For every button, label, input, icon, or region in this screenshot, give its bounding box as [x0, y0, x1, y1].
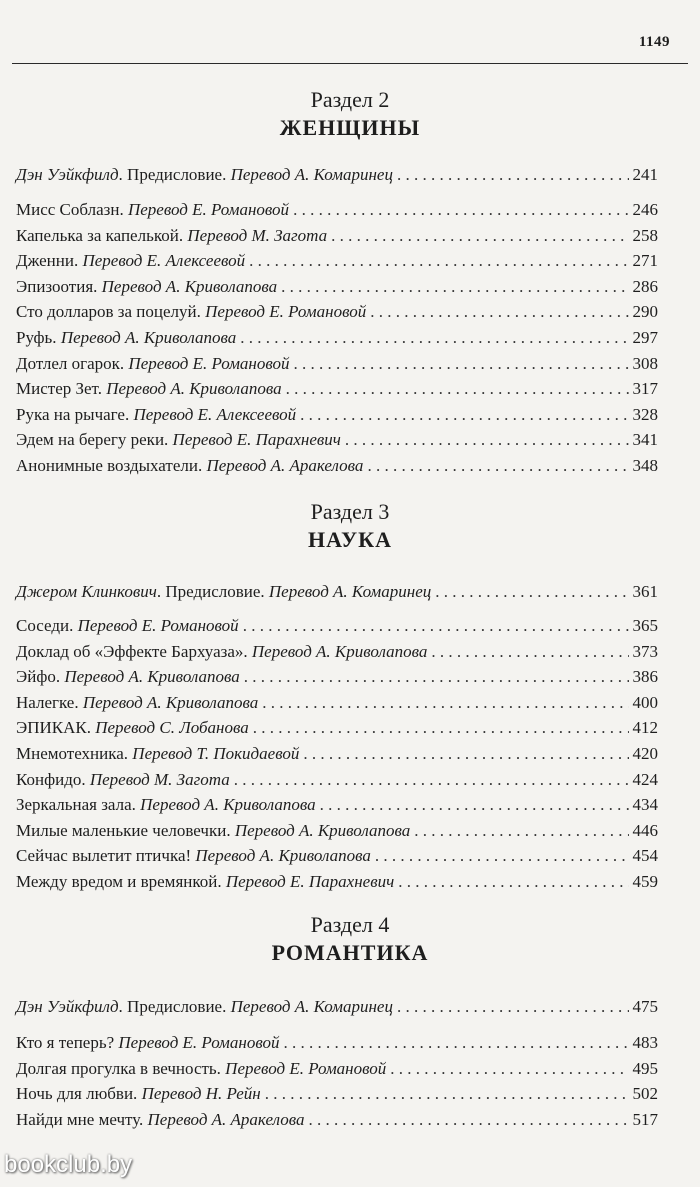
toc-entry-text	[16, 1108, 304, 1132]
page-number: 1149	[638, 34, 670, 50]
toc-entry-text	[16, 249, 245, 273]
entry-translator: Перевод А. Комаринец	[230, 165, 393, 184]
entry-translator: Перевод А. Комаринец	[230, 997, 393, 1016]
entry-title: Милые маленькие человечки.	[16, 820, 235, 840]
entry-page-number: 297	[632, 328, 658, 347]
entry-translator: Перевод Е. Алексеевой	[133, 404, 297, 424]
toc-entry-text	[16, 819, 410, 843]
entry-page-number: 328	[632, 404, 658, 424]
entry-page-number: 454	[632, 846, 658, 866]
entry-author: Джером Клинкович	[16, 582, 157, 601]
toc-entry	[16, 163, 658, 187]
entry-title: Руфь.	[16, 328, 61, 347]
toc-entry	[16, 352, 658, 376]
entry-page-number: 424	[632, 769, 658, 789]
entry-translator: Перевод А. Аракелова	[147, 1109, 305, 1129]
dot-leader	[390, 1057, 628, 1081]
entry-page-number: 373	[632, 641, 658, 661]
entry-page-number: 386	[632, 667, 658, 687]
entry-page-number: 412	[632, 718, 658, 738]
dot-leader	[286, 377, 629, 401]
toc-entry-text	[16, 870, 394, 894]
entry-translator: Перевод Т. Покидаевой	[132, 744, 300, 763]
dot-leader	[435, 580, 628, 604]
toc-entry	[16, 300, 658, 324]
entry-translator: Перевод М. Загота	[89, 769, 230, 789]
entry-translator: Перевод А. Комаринец	[268, 582, 432, 601]
dot-leader	[283, 1031, 628, 1055]
toc-entry-text	[16, 691, 258, 715]
toc-entry	[16, 326, 658, 350]
toc-entry-text	[16, 300, 366, 324]
toc-entry-text	[16, 1082, 261, 1106]
toc-entry-text	[16, 614, 239, 638]
toc-entry-text	[16, 326, 236, 350]
entry-author: Дэн Уэйкфилд	[16, 165, 119, 184]
toc-entry	[16, 819, 658, 843]
dot-leader	[345, 428, 629, 452]
entry-page-number: 365	[632, 616, 658, 635]
toc-entry-text	[16, 742, 299, 766]
toc-entry-text	[16, 1057, 386, 1081]
entry-page-number: 446	[632, 820, 658, 840]
toc-entry	[16, 665, 658, 689]
entry-translator: Перевод А. Криволапова	[106, 379, 282, 399]
toc-entry-text	[16, 198, 289, 222]
toc-entry	[16, 1108, 658, 1132]
dot-leader	[375, 844, 629, 868]
entry-page-number: 420	[632, 744, 658, 763]
entry-title: Дженни.	[16, 251, 83, 271]
section-number: Раздел 3	[310, 499, 390, 524]
entry-page-number: 348	[632, 456, 658, 475]
section-number: Раздел 2	[310, 87, 390, 112]
toc-entry-text	[16, 403, 296, 427]
entry-author: Дэн Уэйкфилд	[16, 997, 119, 1016]
entry-translator: Перевод А. Криволапова	[195, 846, 371, 866]
toc-entry-text	[16, 665, 240, 689]
entry-title: Эдем на берегу реки.	[16, 430, 173, 450]
entry-page-number: 317	[632, 379, 658, 399]
entry-title: . Предисловие.	[118, 165, 231, 184]
toc-entry-text	[16, 163, 393, 187]
entry-title: Рука на рычаге.	[16, 404, 134, 424]
dot-leader	[431, 640, 628, 664]
dot-leader	[294, 352, 629, 376]
entry-translator: Перевод А. Аракелова	[206, 456, 364, 475]
dot-leader	[398, 870, 628, 894]
entry-title: Найди мне мечту.	[16, 1109, 148, 1129]
entry-title: Мнемотехника.	[16, 744, 133, 763]
entry-title: Налегке.	[16, 692, 83, 712]
entry-page-number: 258	[632, 225, 658, 245]
entry-page-number: 246	[632, 200, 658, 219]
toc-entry	[16, 742, 658, 766]
dot-leader	[300, 403, 628, 427]
dot-leader	[249, 249, 628, 273]
entry-page-number: 361	[632, 582, 658, 601]
toc-entry	[16, 614, 658, 638]
toc-entry	[16, 1031, 658, 1055]
dot-leader	[243, 614, 629, 638]
entry-translator: Перевод Н. Рейн	[141, 1084, 261, 1104]
entry-title: Дотлел огарок.	[16, 353, 129, 373]
entry-page-number: 483	[632, 1033, 658, 1052]
toc-entry-text	[16, 275, 277, 299]
section-number: Раздел 4	[310, 912, 390, 937]
toc-entry	[16, 640, 658, 664]
dot-leader	[320, 793, 629, 817]
toc-entry-text	[16, 768, 230, 792]
entry-title: Ночь для любви.	[16, 1084, 142, 1104]
toc-entry	[16, 198, 658, 222]
toc-entry-text	[16, 224, 327, 248]
entry-translator: Перевод А. Криволапова	[101, 276, 278, 296]
toc-entry	[16, 580, 658, 604]
watermark-logo: bookclub.by	[4, 1151, 133, 1178]
dot-leader	[293, 198, 628, 222]
toc-entry	[16, 377, 658, 401]
entry-translator: Перевод А. Криволапова	[60, 328, 237, 347]
entry-translator: Перевод Е. Романовой	[118, 1033, 280, 1052]
toc-entry	[16, 403, 658, 427]
entry-page-number: 475	[632, 997, 658, 1016]
entry-translator: Перевод Е. Парахневич	[225, 872, 395, 891]
toc-entry-text	[16, 844, 371, 868]
toc-entry	[16, 716, 658, 740]
entry-title: Кто я теперь?	[16, 1033, 119, 1052]
entry-page-number: 286	[632, 276, 658, 296]
dot-leader	[414, 819, 628, 843]
dot-leader	[281, 275, 628, 299]
toc-entry-text	[16, 428, 341, 452]
entry-translator: Перевод А. Криволапова	[251, 641, 428, 661]
entry-page-number: 241	[632, 165, 658, 184]
toc-entry	[16, 1057, 658, 1081]
toc-entry	[16, 995, 658, 1019]
toc-entry-text	[16, 580, 431, 604]
entry-translator: Перевод А. Криволапова	[64, 667, 240, 687]
entry-translator: Перевод М. Загота	[187, 225, 328, 245]
dot-leader	[253, 716, 629, 740]
entry-title: ЭПИКАК.	[16, 718, 96, 738]
entry-title: Соседи.	[16, 616, 78, 635]
entry-title: Доклад об «Эффекте Бархуаза».	[16, 641, 252, 661]
dot-leader	[370, 300, 628, 324]
entry-translator: Перевод А. Криволапова	[140, 795, 316, 815]
entry-page-number: 271	[632, 251, 658, 271]
toc-entry	[16, 1082, 658, 1106]
dot-leader	[303, 742, 628, 766]
toc-entry	[16, 870, 658, 894]
entry-title: . Предисловие.	[156, 582, 269, 601]
section-heading	[0, 911, 700, 967]
dot-leader	[234, 768, 629, 792]
dot-leader	[265, 1082, 629, 1106]
dot-leader	[244, 665, 629, 689]
entry-title: Зеркальная зала.	[16, 795, 141, 815]
toc-entry-text	[16, 640, 427, 664]
entry-title: Эпизоотия.	[16, 276, 102, 296]
entry-page-number: 502	[632, 1084, 658, 1104]
entry-translator: Перевод С. Лобанова	[95, 718, 249, 738]
header-rule	[12, 63, 688, 64]
entry-translator: Перевод Е. Алексеевой	[82, 251, 246, 271]
entry-translator: Перевод А. Криволапова	[234, 820, 411, 840]
entry-title: Долгая прогулка в вечность.	[16, 1058, 226, 1078]
section-name: НАУКА	[307, 527, 393, 552]
dot-leader	[397, 995, 629, 1019]
entry-page-number: 308	[632, 353, 658, 373]
toc-entry-text	[16, 995, 393, 1019]
entry-title: Эйфо.	[16, 667, 65, 687]
toc-entry-text	[16, 1031, 279, 1055]
toc-entry-text	[16, 716, 249, 740]
entry-translator: Перевод Е. Романовой	[127, 200, 290, 219]
toc-entry	[16, 454, 658, 478]
toc-entry	[16, 844, 658, 868]
toc-entry	[16, 768, 658, 792]
dot-leader	[308, 1108, 628, 1132]
entry-translator: Перевод Е. Романовой	[77, 616, 239, 635]
entry-translator: Перевод Е. Романовой	[128, 353, 290, 373]
entry-page-number: 434	[632, 795, 658, 815]
entry-page-number: 400	[632, 692, 658, 712]
dot-leader	[262, 691, 628, 715]
entry-translator: Перевод Е. Романовой	[205, 302, 367, 322]
entry-title: Мисс Соблазн.	[16, 200, 128, 219]
dot-leader	[367, 454, 628, 478]
toc-entry-text	[16, 377, 282, 401]
entry-page-number: 459	[632, 872, 658, 891]
dot-leader	[240, 326, 628, 350]
toc-entry	[16, 793, 658, 817]
toc-entry-text	[16, 454, 363, 478]
entry-title: Сто долларов за поцелуй.	[16, 302, 206, 322]
entry-translator: Перевод Е. Романовой	[225, 1058, 387, 1078]
toc-entry	[16, 275, 658, 299]
entry-page-number: 495	[632, 1058, 658, 1078]
entry-title: Конфидо.	[16, 769, 90, 789]
toc-entry-text	[16, 793, 316, 817]
entry-title: Сейчас вылетит птичка!	[16, 846, 196, 866]
entry-translator: Перевод Е. Парахневич	[172, 430, 341, 450]
entry-page-number: 341	[632, 430, 658, 450]
entry-page-number: 517	[632, 1109, 658, 1129]
entry-title: Между вредом и времянкой.	[16, 872, 226, 891]
section-name: РОМАНТИКА	[271, 940, 429, 965]
entry-title: . Предисловие.	[118, 997, 231, 1016]
toc-entry	[16, 428, 658, 452]
entry-title: Капелька за капелькой.	[16, 225, 188, 245]
toc-entry-text	[16, 352, 290, 376]
dot-leader	[397, 163, 629, 187]
toc-entry	[16, 224, 658, 248]
toc-entry	[16, 691, 658, 715]
section-heading	[0, 498, 700, 554]
section-heading	[0, 86, 700, 142]
entry-title: Мистер Зет.	[16, 379, 107, 399]
dot-leader	[331, 224, 628, 248]
toc-entry	[16, 249, 658, 273]
entry-page-number: 290	[632, 302, 658, 322]
entry-translator: Перевод А. Криволапова	[82, 692, 259, 712]
section-name: ЖЕНЩИНЫ	[279, 115, 421, 140]
entry-title: Анонимные воздыхатели.	[16, 456, 207, 475]
